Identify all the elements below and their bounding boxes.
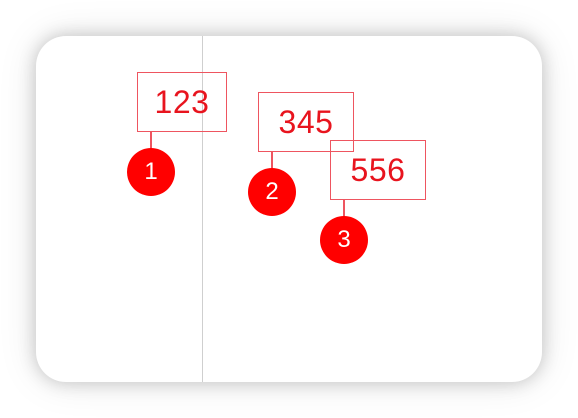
annotation-marker-1[interactable]: 1 bbox=[127, 148, 175, 196]
canvas-card bbox=[36, 36, 542, 382]
annotation-marker-2[interactable]: 2 bbox=[248, 168, 296, 216]
annotation-label-1[interactable]: 123 bbox=[137, 72, 227, 132]
annotation-label-3[interactable]: 556 bbox=[330, 140, 426, 200]
annotation-marker-3[interactable]: 3 bbox=[320, 216, 368, 264]
annotation-label-2[interactable]: 345 bbox=[258, 92, 354, 152]
